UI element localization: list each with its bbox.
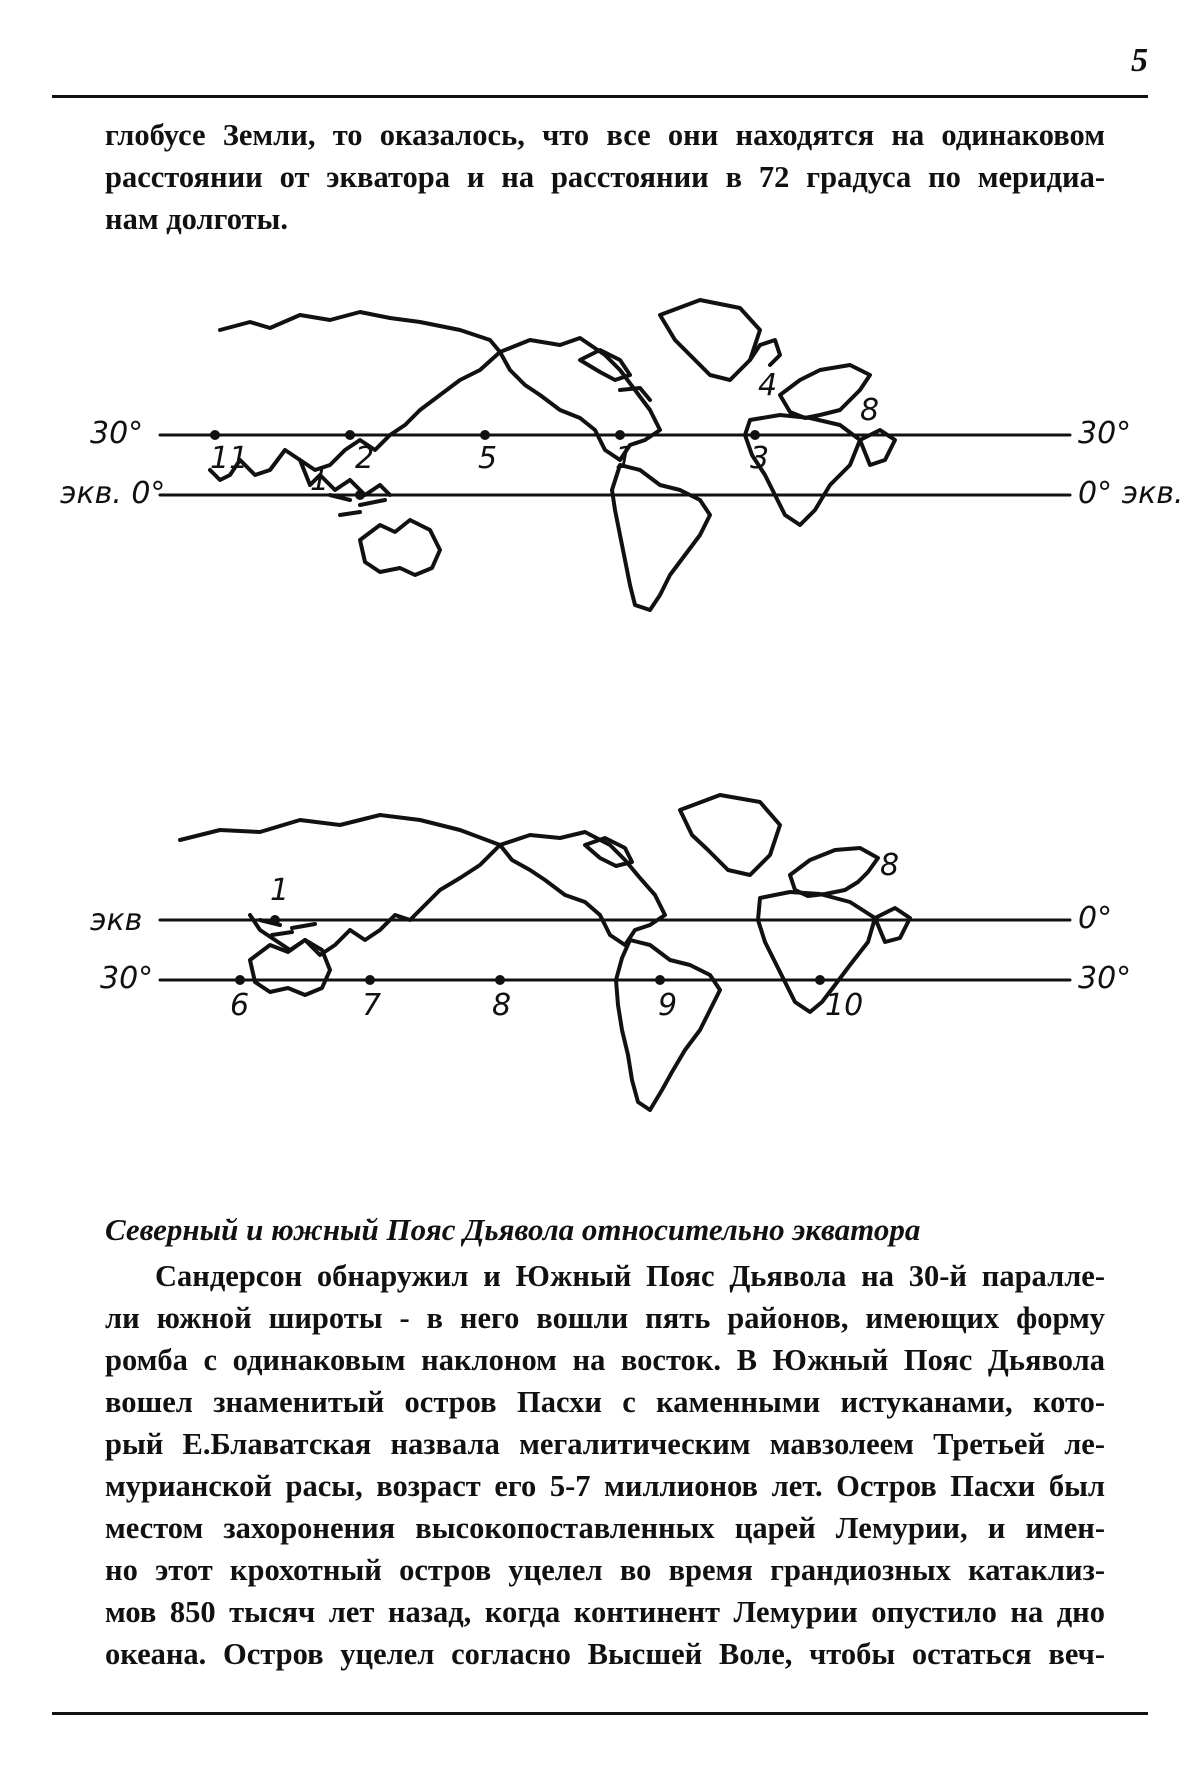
point-label: 10	[825, 988, 864, 1023]
point-marker	[480, 430, 490, 440]
text-line: океана. Остров уцелел согласно Высшей Воле, чтобы остаться веч-	[105, 1637, 1105, 1671]
south-america-outline	[612, 465, 710, 610]
point-marker	[270, 915, 280, 925]
text-line: ромба с одинаковым наклоном на восток. В Южный Пояс Дьявола	[105, 1343, 1105, 1377]
hudson-bay	[580, 350, 630, 380]
text-line: ли южной широты - в него вошли пять районов, имеющих форму	[105, 1301, 1105, 1335]
text-line: мов 850 тысяч лет назад, когда континент Лемурии опустило на дно	[105, 1595, 1105, 1629]
point-marker	[365, 975, 375, 985]
point-marker	[655, 975, 665, 985]
point-label: 2	[355, 441, 375, 476]
text-line: нам долготы.	[105, 202, 288, 236]
eurasia-outline	[180, 815, 500, 955]
point-marker	[815, 975, 825, 985]
point-marker	[210, 430, 220, 440]
point-label: 1	[615, 441, 635, 476]
europe-outline	[780, 365, 870, 418]
north-america-outline	[500, 832, 665, 945]
point-marker	[235, 975, 245, 985]
point-label: 8	[492, 988, 512, 1023]
point-marker	[355, 490, 365, 500]
text-line: Сандерсон обнаружил и Южный Пояс Дьявола на 30-й паралле-	[155, 1259, 1105, 1293]
body-paragraph	[105, 1255, 1105, 1675]
left-equator-label: экв. 0°	[60, 476, 166, 511]
figure-caption: Северный и южный Пояс Дьявола относительно экватора	[105, 1212, 921, 1247]
left-equator-label: экв	[90, 903, 143, 938]
page-number: 5	[1131, 42, 1148, 79]
header-rule	[52, 95, 1148, 98]
point-label: 7	[362, 988, 382, 1023]
point-marker	[345, 430, 355, 440]
arabia	[875, 908, 910, 942]
point-label: 5	[478, 441, 498, 476]
great-lakes	[620, 388, 650, 400]
text-line: рый Е.Блаватская назвала мегалитическим мавзолеем Третьей ле-	[105, 1427, 1105, 1461]
point-marker	[495, 975, 505, 985]
left-lat30-label: 30°	[100, 961, 154, 996]
point-label: 9	[658, 988, 678, 1023]
intro-paragraph	[105, 114, 1105, 240]
australia-outline	[360, 520, 440, 575]
point-label: 3	[750, 441, 770, 476]
point-label: 4	[758, 368, 778, 403]
point-label: 8	[880, 848, 900, 883]
north-belt-map	[60, 300, 1184, 720]
text-line: вошел знаменитый остров Пасхи с каменными истуканами, кото-	[105, 1385, 1105, 1419]
text-line: глобусе Земли, то оказалось, что все они находятся на одинаковом	[105, 118, 1105, 152]
south-america-outline	[616, 940, 720, 1110]
right-lat30-label: 30°	[1078, 961, 1132, 996]
point-label: 6	[230, 988, 250, 1023]
greenland-outline	[680, 795, 780, 875]
north-america-outline	[500, 338, 660, 460]
islands	[260, 920, 315, 935]
text-line: расстоянии от экватора и на расстоянии в 72 градуса по меридиа-	[105, 160, 1105, 194]
point-marker	[615, 430, 625, 440]
point-marker	[750, 430, 760, 440]
right-equator-label: 0° экв.	[1078, 476, 1184, 511]
footer-rule	[52, 1712, 1148, 1715]
text-line: но этот крохотный остров уцелел во время грандиозных катаклиз-	[105, 1553, 1105, 1587]
point-label: 1	[310, 463, 330, 498]
right-equator-label: 0°	[1078, 901, 1113, 936]
point-label: 1	[270, 873, 290, 908]
text-line: местом захоронения высокопоставленных царей Лемурии, и имен-	[105, 1511, 1105, 1545]
south-belt-map	[60, 790, 1160, 1200]
point-label: 8	[860, 393, 880, 428]
left-lat30-label: 30°	[90, 416, 144, 451]
australia-outline	[250, 940, 330, 995]
greenland-outline	[660, 300, 760, 380]
point-label: 11	[210, 441, 249, 476]
right-lat30-label: 30°	[1078, 416, 1132, 451]
text-line: мурианской расы, возраст его 5-7 миллионов лет. Остров Пасхи был	[105, 1469, 1105, 1503]
europe-outline	[790, 848, 878, 896]
